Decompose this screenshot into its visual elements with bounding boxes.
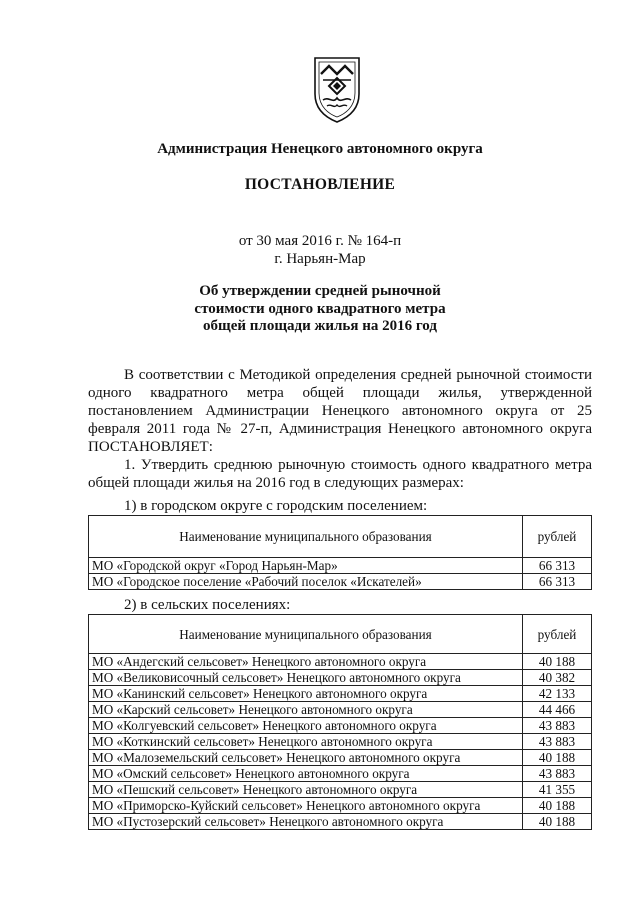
price-value: 43 883 bbox=[523, 718, 592, 734]
price-value: 41 355 bbox=[523, 782, 592, 798]
table-row bbox=[89, 686, 592, 702]
price-value: 40 382 bbox=[523, 670, 592, 686]
column-header-name: Наименование муниципального образования bbox=[89, 516, 523, 558]
city: г. Нарьян-Мар bbox=[274, 251, 366, 267]
price-value: 40 188 bbox=[523, 750, 592, 766]
urban-prices-table bbox=[88, 515, 592, 590]
rural-prices-table bbox=[88, 614, 592, 830]
table-row bbox=[89, 574, 592, 590]
coat-of-arms-emblem bbox=[309, 52, 365, 124]
table-row bbox=[89, 782, 592, 798]
document-subject bbox=[0, 283, 640, 336]
municipality-name: МО «Приморско-Куйский сельсовет» Ненецкого автономного округа bbox=[89, 798, 523, 814]
document-meta bbox=[0, 232, 640, 268]
item-1-paragraph: 1. Утвердить среднюю рыночную стоимость одного квадратного метра общей площади жилья на 2016 год в следующих размерах: bbox=[88, 457, 592, 491]
preamble-paragraph: В соответствии с Методикой определения средней рыночной стоимости одного квадратного метра общей площади жилья, утвержденной постановлением Администрации Ненецкого автономного округа от 25 февраля 2011 года № 27-п, Администрация Ненецкого автономного округа ПОСТАНОВЛЯЕТ: bbox=[88, 367, 592, 455]
subitem-1-label: 1) в городском округе с городским поселением: bbox=[124, 498, 428, 514]
column-header-name: Наименование муниципального образования bbox=[89, 615, 523, 654]
price-value: 44 466 bbox=[523, 702, 592, 718]
table-row bbox=[89, 798, 592, 814]
table-row bbox=[89, 654, 592, 670]
municipality-name: МО «Канинский сельсовет» Ненецкого автономного округа bbox=[89, 686, 523, 702]
price-value: 40 188 bbox=[523, 654, 592, 670]
price-value: 42 133 bbox=[523, 686, 592, 702]
municipality-name: МО «Колгуевский сельсовет» Ненецкого автономного округа bbox=[89, 718, 523, 734]
price-value: 43 883 bbox=[523, 734, 592, 750]
column-header-rubles: рублей bbox=[523, 516, 592, 558]
table-row bbox=[89, 814, 592, 830]
price-value: 66 313 bbox=[523, 558, 592, 574]
table-row bbox=[89, 702, 592, 718]
table-row bbox=[89, 766, 592, 782]
price-value: 43 883 bbox=[523, 766, 592, 782]
table-row bbox=[89, 558, 592, 574]
municipality-name: МО «Пустозерский сельсовет» Ненецкого автономного округа bbox=[89, 814, 523, 830]
subject-line: общей площади жилья на 2016 год bbox=[203, 318, 437, 334]
price-value: 66 313 bbox=[523, 574, 592, 590]
price-value: 40 188 bbox=[523, 814, 592, 830]
table-row bbox=[89, 670, 592, 686]
table-row bbox=[89, 734, 592, 750]
date-number: от 30 мая 2016 г. № 164-п bbox=[238, 233, 402, 249]
table-header-row bbox=[89, 516, 592, 558]
subitem-2-label: 2) в сельских поселениях: bbox=[124, 597, 291, 613]
municipality-name: МО «Омский сельсовет» Ненецкого автономного округа bbox=[89, 766, 523, 782]
municipality-name: МО «Малоземельский сельсовет» Ненецкого автономного округа bbox=[89, 750, 523, 766]
municipality-name: МО «Городское поселение «Рабочий поселок «Искателей» bbox=[89, 574, 523, 590]
table-header-row bbox=[89, 615, 592, 654]
municipality-name: МО «Коткинский сельсовет» Ненецкого автономного округа bbox=[89, 734, 523, 750]
subject-line: Об утверждении средней рыночной bbox=[199, 283, 441, 299]
municipality-name: МО «Великовисочный сельсовет» Ненецкого автономного округа bbox=[89, 670, 523, 686]
price-value: 40 188 bbox=[523, 798, 592, 814]
municipality-name: МО «Андегский сельсовет» Ненецкого автономного округа bbox=[89, 654, 523, 670]
municipality-name: МО «Городской округ «Город Нарьян-Мар» bbox=[89, 558, 523, 574]
organization-title: Администрация Ненецкого автономного округа bbox=[157, 141, 483, 157]
subject-line: стоимости одного квадратного метра bbox=[194, 300, 446, 317]
table-row bbox=[89, 718, 592, 734]
municipality-name: МО «Карский сельсовет» Ненецкого автономного округа bbox=[89, 702, 523, 718]
municipality-name: МО «Пешский сельсовет» Ненецкого автономного округа bbox=[89, 782, 523, 798]
table-row bbox=[89, 750, 592, 766]
document-type: ПОСТАНОВЛЕНИЕ bbox=[244, 176, 396, 193]
column-header-rubles: рублей bbox=[523, 615, 592, 654]
